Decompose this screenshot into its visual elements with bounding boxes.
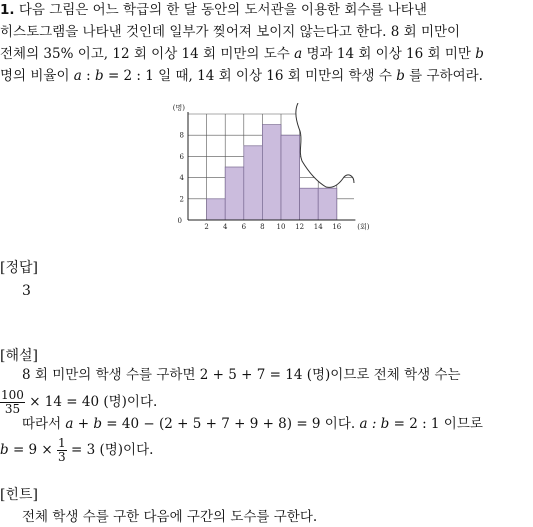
problem-text-3a: 전체의 35% 이고, 12 회 이상 14 회 미만의 도수	[0, 46, 295, 62]
problem-line-1	[0, 1, 427, 19]
hint-label: [힌트]	[0, 487, 38, 503]
histogram-figure	[170, 103, 370, 231]
histogram-bar	[244, 146, 263, 220]
plot-area	[188, 114, 355, 220]
y-tick-label: 2	[179, 195, 184, 204]
x-tick-label: 6	[241, 223, 247, 231]
problem-text-2: 히스토그램을 나타낸 것인데 일부가 찢어져 보이지 않는다고 한다. 8 회 미만이	[0, 24, 461, 40]
problem-number: 1.	[0, 2, 15, 18]
expr-ratio: a : b	[359, 416, 390, 432]
explanation-text-3b: = 40 − (2 + 5 + 7 + 9 + 8) = 9 이다.	[102, 416, 360, 432]
explanation-text-1: 8 회 미만의 학생 수를 구하면 2 + 5 + 7 = 14 (명)이므로 전체 학생 수는	[22, 367, 461, 383]
problem-text-4c: 를 구하여라.	[404, 68, 483, 84]
ratio-colon: :	[81, 68, 95, 84]
explanation-text-4b: = 3 (명)이다.	[66, 442, 154, 458]
x-tick-label: 10	[276, 223, 286, 231]
expr-a-plus-b: a + b	[65, 416, 103, 432]
y-axis-label: (명)	[172, 104, 185, 112]
explanation-text-2: × 14 = 40 (명)이다.	[24, 394, 158, 410]
x-tick-label: 12	[295, 223, 305, 231]
var-b: b	[475, 46, 484, 62]
problem-text-3b: 명과 14 회 이상 16 회 미만	[302, 46, 476, 62]
problem-line-3	[0, 45, 484, 63]
fraction-denominator: 3	[58, 450, 66, 464]
explanation-text-4a: = 9 ×	[8, 442, 58, 458]
x-axis-label: (회)	[357, 223, 370, 231]
x-tick-label: 8	[260, 223, 265, 231]
y-tick-label: 6	[179, 152, 184, 161]
explanation-line-4	[0, 430, 153, 470]
ratio-b: b	[95, 68, 104, 84]
y-tick-label: 4	[179, 174, 184, 183]
fraction-denominator: 35	[4, 402, 21, 416]
fraction-numerator: 100	[1, 388, 24, 402]
ratio-a: a	[73, 68, 82, 84]
answer-label: [정답]	[0, 260, 38, 276]
x-tick-label: 4	[222, 223, 228, 231]
var-a: a	[294, 46, 303, 62]
fraction-numerator: 1	[58, 436, 66, 450]
answer-value: 3	[22, 283, 31, 299]
tear-edge	[296, 103, 354, 187]
x-tick-label: 2	[204, 223, 209, 231]
histogram-bar	[281, 135, 300, 220]
x-tick-label: 14	[313, 223, 323, 231]
y-tick-label: 8	[179, 131, 184, 140]
x-tick-label: 16	[332, 223, 342, 231]
problem-line-4	[0, 67, 483, 85]
histogram-bar	[262, 125, 281, 220]
bars	[207, 125, 337, 220]
var-b-2: b	[396, 68, 405, 84]
histogram-bar	[318, 188, 337, 220]
problem-line-2	[0, 23, 460, 41]
explanation-text-3a: 따라서	[22, 416, 66, 432]
histogram-bar	[225, 167, 244, 220]
explanation-text-3c: = 2 : 1 이므로	[389, 416, 483, 432]
problem-text-1: 다음 그림은 어느 학급의 한 달 동안의 도서관을 이용한 회수를 나타낸	[18, 2, 427, 18]
problem-text-4b: = 2 : 1 일 때, 14 회 이상 16 회 미만의 학생 수	[103, 68, 397, 84]
hint-text: 전체 학생 수를 구한 다음에 구간의 도수를 구한다.	[22, 509, 318, 525]
origin-label: 0	[177, 217, 182, 225]
var-b-result: b	[0, 442, 9, 458]
fraction-100-35	[0, 389, 25, 416]
histogram-bar	[207, 199, 226, 220]
explanation-label: [해설]	[0, 348, 38, 364]
problem-text-4a: 명의 비율이	[0, 68, 74, 84]
fraction-1-3	[57, 437, 67, 464]
histogram-bar	[300, 188, 319, 220]
